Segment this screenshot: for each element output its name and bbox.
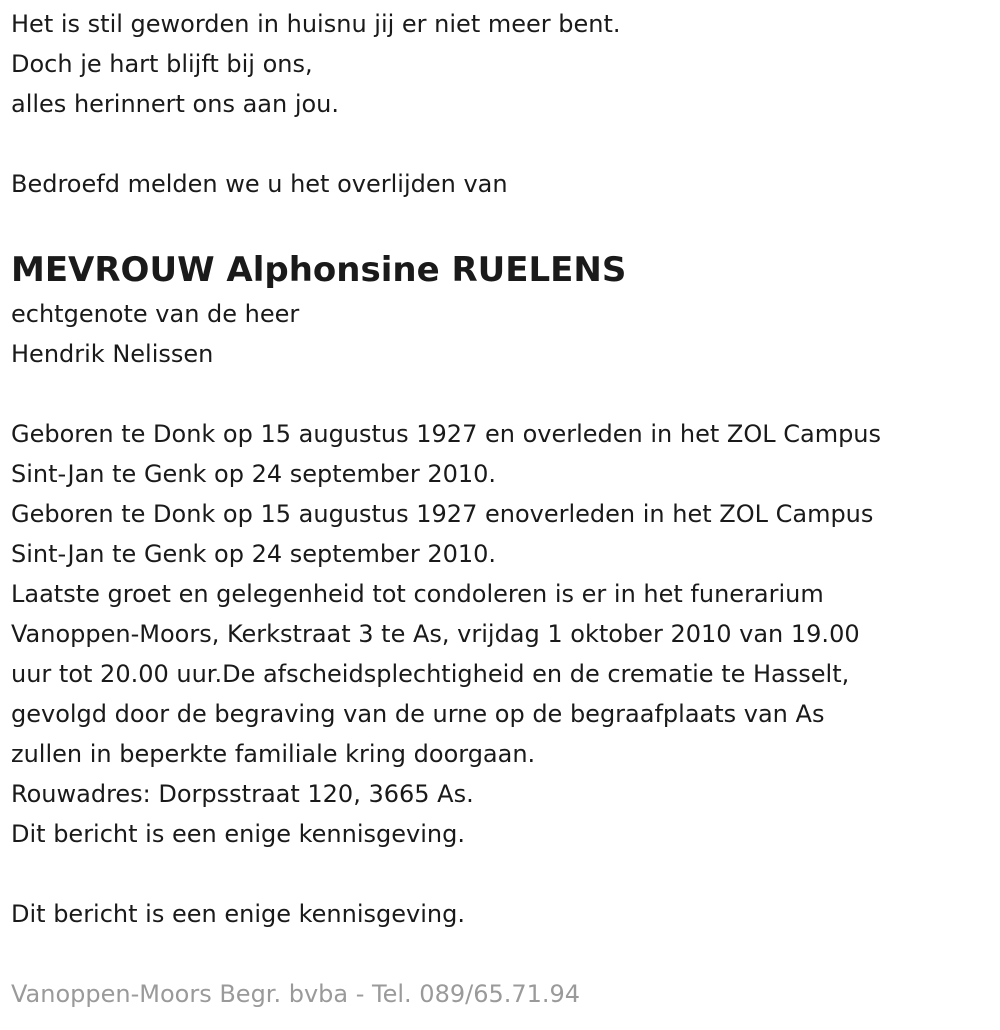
spouse-info <box>11 294 1000 374</box>
body-line: gevolgd door de begraving van de urne op de begraafplaats van As <box>11 700 825 728</box>
deceased-name: MEVROUW Alphonsine RUELENS <box>11 250 627 290</box>
spouse-line: echtgenote van de heer <box>11 300 300 328</box>
poem-line: Het is stil geworden in huisnu jij er niet meer bent. <box>11 10 621 38</box>
body-line: Geboren te Donk op 15 augustus 1927 enoverleden in het ZOL Campus <box>11 500 874 528</box>
spacer <box>11 204 1000 244</box>
body-text <box>11 414 1000 854</box>
funeral-home-footer: Vanoppen-Moors Begr. bvba - Tel. 089/65.71.94 <box>11 980 581 1008</box>
poem-line: Doch je hart blijft bij ons, <box>11 50 313 78</box>
body-line: zullen in beperkte familiale kring doorgaan. <box>11 740 536 768</box>
spacer <box>11 124 1000 164</box>
poem <box>11 4 1000 124</box>
poem-line: alles herinnert ons aan jou. <box>11 90 340 118</box>
body-line: Sint-Jan te Genk op 24 september 2010. <box>11 460 497 488</box>
spouse-line: Hendrik Nelissen <box>11 340 214 368</box>
spacer <box>11 854 1000 894</box>
closing-text: Dit bericht is een enige kennisgeving. <box>11 900 465 928</box>
spacer <box>11 374 1000 414</box>
announcement-text: Bedroefd melden we u het overlijden van <box>11 170 508 198</box>
spacer <box>11 934 1000 974</box>
body-line: Vanoppen-Moors, Kerkstraat 3 te As, vrijdag 1 oktober 2010 van 19.00 <box>11 620 860 648</box>
body-line: Geboren te Donk op 15 augustus 1927 en overleden in het ZOL Campus <box>11 420 882 448</box>
body-line: Laatste groet en gelegenheid tot condoleren is er in het funerarium <box>11 580 824 608</box>
body-line: uur tot 20.00 uur.De afscheidsplechtigheid en de crematie te Hasselt, <box>11 660 850 688</box>
body-line: Dit bericht is een enige kennisgeving. <box>11 820 465 848</box>
body-line: Rouwadres: Dorpsstraat 120, 3665 As. <box>11 780 474 808</box>
body-line: Sint-Jan te Genk op 24 september 2010. <box>11 540 497 568</box>
